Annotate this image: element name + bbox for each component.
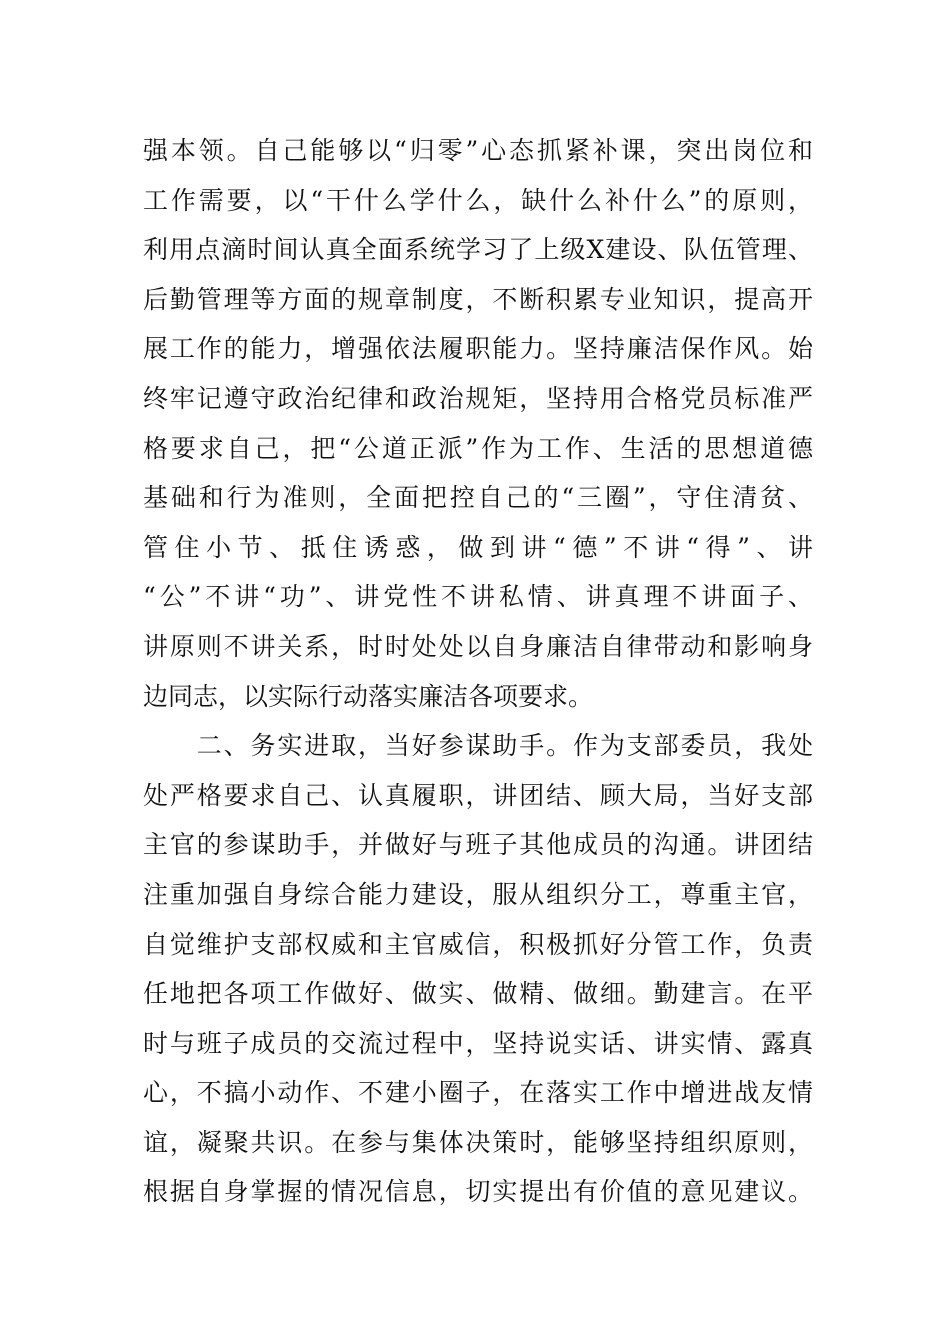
text-line: 强本领。自己能够以“归零”心态抓紧补课，突出岗位和 xyxy=(143,136,813,165)
text-line: 讲原则不讲关系，时时处处以自身廉洁自律带动和影响身 xyxy=(143,631,813,661)
text-line: 注重加强自身综合能力建设，服从组织分工，尊重主官， xyxy=(143,879,813,909)
text-line: “公”不讲“功”、讲党性不讲私情、讲真理不讲面子、 xyxy=(143,582,813,612)
text-line: 时与班子成员的交流过程中，坚持说实话、讲实情、露真 xyxy=(143,1028,813,1058)
text-line: 主官的参谋助手，并做好与班子其他成员的沟通。讲团结 xyxy=(143,830,813,860)
paragraph-last-line: 边同志，以实际行动落实廉洁各项要求。 xyxy=(143,681,594,711)
text-line: 任地把各项工作做好、做实、做精、做细。勤建言。在平 xyxy=(143,979,813,1009)
text-line: 展工作的能力，增强依法履职能力。坚持廉洁保作风。始 xyxy=(143,334,813,364)
section-heading-line: 二、务实进取，当好参谋助手。作为支部委员，我处 xyxy=(143,731,813,761)
text-line: 心，不搞小动作、不建小圈子，在落实工作中增进战友情 xyxy=(143,1078,813,1108)
text-line: 格要求自己，把“公道正派”作为工作、生活的思想道德 xyxy=(143,433,813,463)
text-line: 谊，凝聚共识。在参与集体决策时，能够坚持组织原则， xyxy=(143,1127,813,1157)
text-line: 自觉维护支部权威和主官威信，积极抓好分管工作，负责 xyxy=(143,929,813,959)
text-line: 工作需要，以“干什么学什么，缺什么补什么”的原则， xyxy=(143,185,813,215)
text-line: 利用点滴时间认真全面系统学习了上级X建设、队伍管理、 xyxy=(143,235,813,265)
text-line: 根据自身掌握的情况信息，切实提出有价值的意见建议。 xyxy=(143,1177,813,1207)
text-line: 管住小节、抵住诱惑，做到讲“德”不讲“得”、讲 xyxy=(143,532,813,562)
body-text xyxy=(143,126,813,1217)
text-line: 后勤管理等方面的规章制度，不断积累专业知识，提高开 xyxy=(143,284,813,314)
text-line: 基础和行为准则，全面把控自己的“三圈”，守住清贫、 xyxy=(143,483,813,513)
text-line: 处严格要求自己、认真履职，讲团结、顾大局，当好支部 xyxy=(143,780,813,810)
text-line: 终牢记遵守政治纪律和政治规矩，坚持用合格党员标准严 xyxy=(143,383,813,413)
